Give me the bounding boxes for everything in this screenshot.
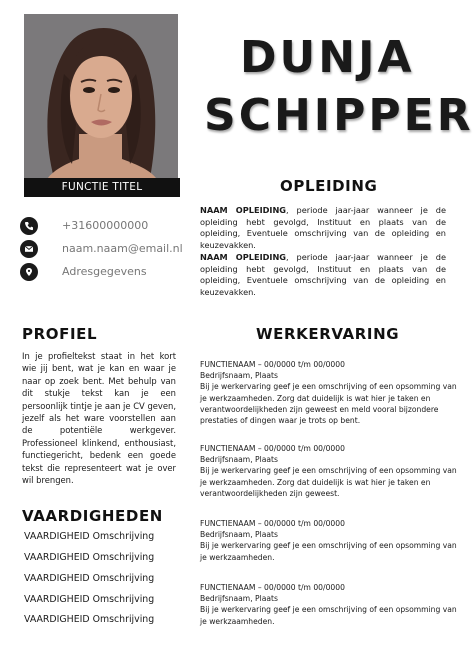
first-name: DUNJA [240, 32, 415, 83]
email-text: naam.naam@email.nl [62, 242, 183, 255]
profiel-heading: PROFIEL [22, 325, 98, 343]
opleiding-text: , periode jaar-jaar wanneer je de opleiding hebt gevolgd, Instituut en plaats van de opleiding, Eventuele omschrijving van de opleiding en keuzevakken. [200, 205, 446, 250]
skill-item: VAARDIGHEID Omschrijving [24, 552, 155, 563]
job-line: je werkzaamheden. [200, 552, 275, 562]
last-name: SCHIPPER [204, 90, 474, 141]
phone-text: +31600000000 [62, 219, 149, 232]
portrait-illustration [24, 14, 178, 178]
email-icon [20, 240, 38, 258]
skill-item: VAARDIGHEID Omschrijving [24, 594, 155, 605]
opleiding-name: NAAM OPLEIDING [200, 252, 287, 262]
job-line: Bij je werkervaring geef je een omschrijving of een opsomming van [200, 605, 457, 615]
contact-email [20, 239, 183, 259]
job-company: Bedrijfsnaam, Plaats [200, 371, 278, 381]
job-line: verantwoordelijkheden zijn geweest. [200, 488, 340, 498]
job-entry-4 [200, 582, 457, 627]
job-title: FUNCTIENAAM – 00/0000 t/m 00/0000 [200, 583, 345, 592]
job-line: Bij je werkervaring geef je een omschrijving of een opsomming van [200, 466, 457, 476]
job-title: FUNCTIENAAM – 00/0000 t/m 00/0000 [200, 360, 345, 369]
job-line: je werkzaamheden. Zorg dat duidelijk is wat hier je taken en [200, 393, 431, 403]
opleiding-name: NAAM OPLEIDING [200, 205, 287, 215]
opleiding-text: , periode jaar-jaar wanneer je de opleiding hebt gevolgd, Instituut en plaats van de opleiding, Eventuele omschrijving van de opleiding en keuzevakken. [200, 252, 446, 297]
job-line: je werkzaamheden. Zorg dat duidelijk is wat hier je taken en [200, 477, 431, 487]
job-title: FUNCTIENAAM – 00/0000 t/m 00/0000 [200, 444, 345, 453]
job-company: Bedrijfsnaam, Plaats [200, 530, 278, 540]
werkervaring-heading: WERKERVARING [256, 325, 400, 343]
opleiding-item-1 [200, 205, 446, 251]
profiel-text: In je profieltekst staat in het kort wie jij bent, wat je kan en waar je naar op zoek bent. Met behulp van dit stukje tekst kan je een persoonlijk tintje je aan je CV geven, jezelf als het ware voorstellen aan de potentiële werkgever. Professioneel klinkend, enthousiast, functiegericht, bedenk een goede tekst die representeert wat je over wil brengen. [22, 351, 176, 486]
contact-phone [20, 216, 149, 236]
skill-item: VAARDIGHEID Omschrijving [24, 573, 155, 584]
job-line: Bij je werkervaring geef je een omschrijving of een opsomming van [200, 382, 457, 392]
contact-address [20, 262, 147, 282]
job-line: Bij je werkervaring geef je een omschrijving of een opsomming van [200, 541, 457, 551]
skill-item: VAARDIGHEID Omschrijving [24, 614, 155, 625]
opleiding-heading: OPLEIDING [280, 177, 378, 195]
profile-photo [24, 14, 178, 178]
vaardigheden-heading: VAARDIGHEDEN [22, 507, 163, 525]
job-line: prestaties of dingen waar je trots op bent. [200, 416, 361, 426]
job-company: Bedrijfsnaam, Plaats [200, 455, 278, 465]
skill-item: VAARDIGHEID Omschrijving [24, 531, 155, 542]
job-title-bar: FUNCTIE TITEL [24, 178, 180, 197]
job-line: je werkzaamheden. [200, 616, 275, 626]
job-title: FUNCTIENAAM – 00/0000 t/m 00/0000 [200, 519, 345, 528]
job-line: verantwoordelijkheden zijn geweest en meld vooral bijzondere [200, 404, 439, 414]
phone-icon [20, 217, 38, 235]
job-entry-2 [200, 443, 457, 499]
address-text: Adresgegevens [62, 265, 147, 278]
job-company: Bedrijfsnaam, Plaats [200, 594, 278, 604]
job-entry-3 [200, 518, 457, 563]
opleiding-item-2 [200, 252, 446, 298]
location-icon [20, 263, 38, 281]
job-entry-1 [200, 359, 457, 426]
